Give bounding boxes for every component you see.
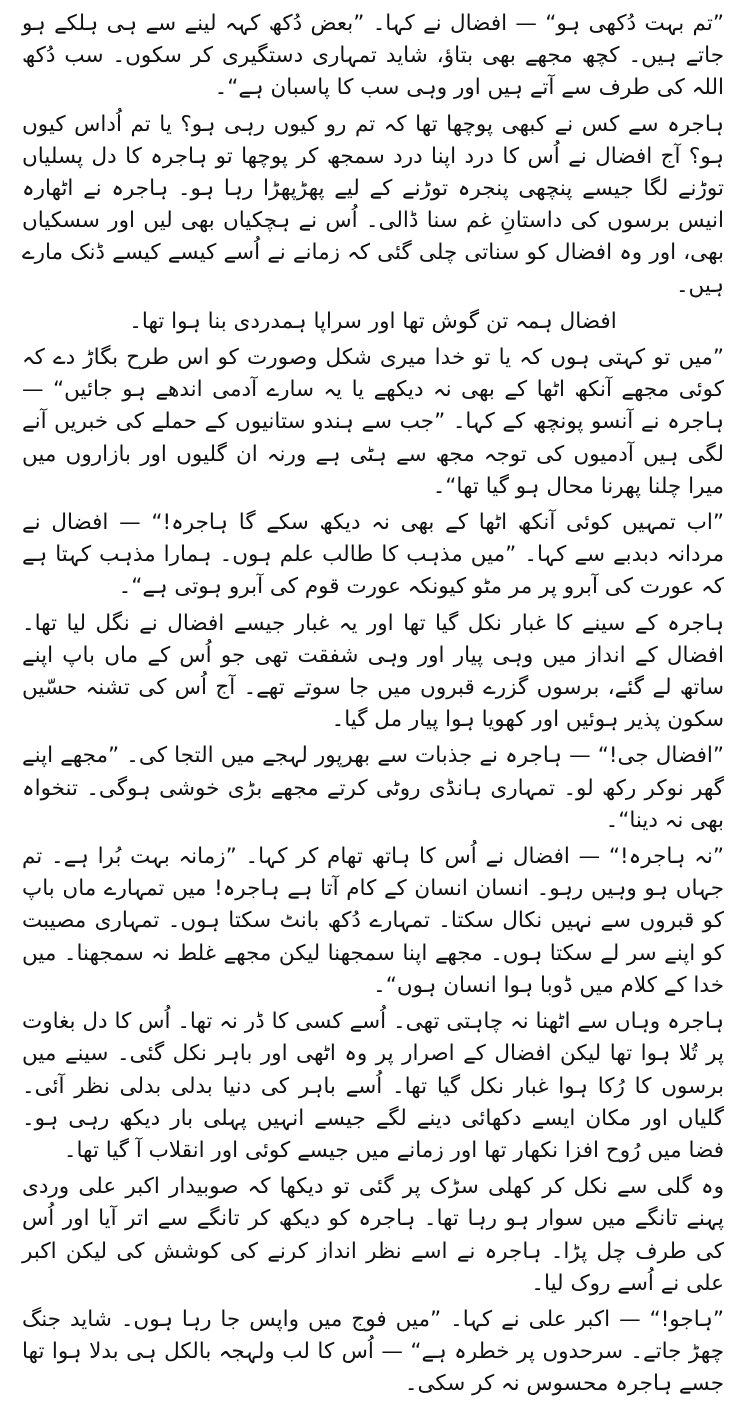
paragraph-afzal-consoles: ”تم بہت دُکھی ہو“ — افضال نے کہا۔ ”بعض دُکھ کہہ لینے سے ہی ہلکے ہو جاتے ہیں۔ کچھ مجھے بھی بتاؤ، شاید تمہاری دستگیری کر سکوں۔ سب دُکھ اللہ کی طرف سے آتے ہیں اور وہی سب کا پاسبان ہے“۔: [22, 11, 724, 101]
paragraph-akbar-speaks: ”ہاجو!“ — اکبر علی نے کہا۔ ”میں فوج میں واپس جا رہا ہوں۔ شاید جنگ چھڑ جاتے۔ سرحدوں پر خطرہ ہے“ — اُس کا لب ولہجہ بالکل ہی بدلا ہوا تھا جسے ہاجرہ محسوس نہ کر سکی۔: [22, 1306, 724, 1397]
paragraph-afzal-refusal: ”نہ ہاجرہ!“ — افضال نے اُس کا ہاتھ تھام کر کہا۔ ”زمانہ بہت بُرا ہے۔ تم جہاں ہو وہیں رہو۔ انسان انسان کے کام آتا ہے ہاجرہ! میں تمہارے ماں باپ کو قبروں سے نہیں نکال سکتا۔ تمہارے دُکھ بانٹ سکتا ہوں۔ تمہاری مصیبت کو اپنے سر لے سکتا ہوں۔ مجھے اپنا سمجھنا لیکن مجھے غلط نہ سمجھنا۔ میں خدا کے کلام میں ڈوبا ہوا انسان ہوں“۔: [22, 844, 724, 998]
paragraph-hajra-complaint: ”میں تو کہتی ہوں کہ یا تو خدا میری شکل وصورت کو اس طرح بگاڑ دے کہ کوئی مجھے آنکھ اٹھا کے بھی نہ دیکھے یا یہ سارے آدمی اندھے ہو جائیں“ — ہاجرہ نے آنسو پونچھ کے کہا۔ ”جب سے ہندو ستانیوں کے حملے کی خبریں آنے لگی ہیں آدمیوں کی توجہ مجھ سے ہٹی ہے ورنہ ان گلیوں اور بازاروں میں میرا چلنا پھرنا محال ہو گیا تھا“۔: [22, 345, 724, 499]
paragraph-afzal-listening: افضال ہمہ تن گوش تھا اور سراپا ہمدردی بنا ہوا تھا۔: [129, 308, 617, 334]
paragraph-hajra-plea: ”افضال جی!“ — ہاجرہ نے جذبات سے بھرپور لہجے میں التجا کی۔ ”مجھے اپنے گھر نوکر رکھ لو۔ تمہاری ہانڈی روٹی کرتے مجھے بڑی خوشی ہوگی۔ تنخواہ بھی نہ دینا“۔: [22, 743, 724, 833]
paragraph-afzal-promise: ”اب تمہیں کوئی آنکھ اٹھا کے بھی نہ دیکھ سکے گا ہاجرہ!“ — افضال نے مردانہ دبدبے سے کہا۔ ”میں مذہب کا طالب علم ہوں۔ ہمارا مذہب کہتا ہے کہ عورت کی آبرو پر مر مٹو کیونکہ عورت قوم کی آبرو ہوتی ہے“۔: [22, 510, 724, 600]
paragraph-hajra-story: ہاجرہ سے کس نے کبھی پوچھا تھا کہ تم رو کیوں رہی ہو؟ یا تم اُداس کیوں ہو؟ آج افضال نے اُس کا درد اپنا درد سمجھ کر پوچھا تو ہاجرہ کا دل پسلیاں توڑنے لگا جیسے پنچھی پنجرہ توڑنے کے لیے پھڑپھڑا رہا ہو۔ ہاجرہ نے اٹھارہ انیس برسوں کی داستانِ غم سنا ڈالی۔ اُس نے ہچکیاں بھی لیں اور سسکیاں بھی، اور وہ افضال کو سناتی چلی گئی کہ زمانے نے اُسے کیسے کیسے ڈنک مارے ہیں۔: [22, 111, 724, 298]
paragraph-hajra-relief: ہاجرہ کے سینے کا غبار نکل گیا تھا اور یہ غبار جیسے افضال نے نگل لیا تھا۔ افضال کے انداز میں وہی پیار اور وہی شفقت تھی جو اُس کے ماں باپ اپنے ساتھ لے گئے، برسوں گزرے قبروں میں جا سوتے تھے۔ آج اُس کی تشنہ حسّیں سکون پذیر ہوئیں اور کھویا ہوا پیار مل گیا۔: [22, 610, 724, 733]
paragraph-hajra-leaves: ہاجرہ وہاں سے اٹھنا نہ چاہتی تھی۔ اُسے کسی کا ڈر نہ تھا۔ اُس کا دل بغاوت پر تُلا ہوا تھا لیکن افضال کے اصرار پر وہ اٹھی اور باہر نکل گئی۔ سینے میں برسوں کا رُکا ہوا غبار نکل گیا تھا۔ اُسے باہر کی دنیا بدلی بدلی نظر آئی۔ گلیاں اور مکان ایسے دکھائی دینے لگے جیسے انہیں پہلی بار دیکھ رہی ہو۔ فضا میں رُوح افزا نکھار تھا اور زمانے میں جیسے کوئی اور انقلاب آ گیا تھا۔: [22, 1009, 724, 1163]
paragraph-akbar-meets: وہ گلی سے نکل کر کھلی سڑک پر گئی تو دیکھا کہ صوبیدار اکبر علی وردی پہنے تانگے میں سوار ہو رہا تھا۔ ہاجرہ کو دیکھ کر تانگے سے اتر آیا اور اُس کی طرف چل پڑا۔ ہاجرہ نے اسے نظر انداز کرنے کی کوشش کی لیکن اکبر علی نے اُسے روک لیا۔: [22, 1174, 724, 1296]
